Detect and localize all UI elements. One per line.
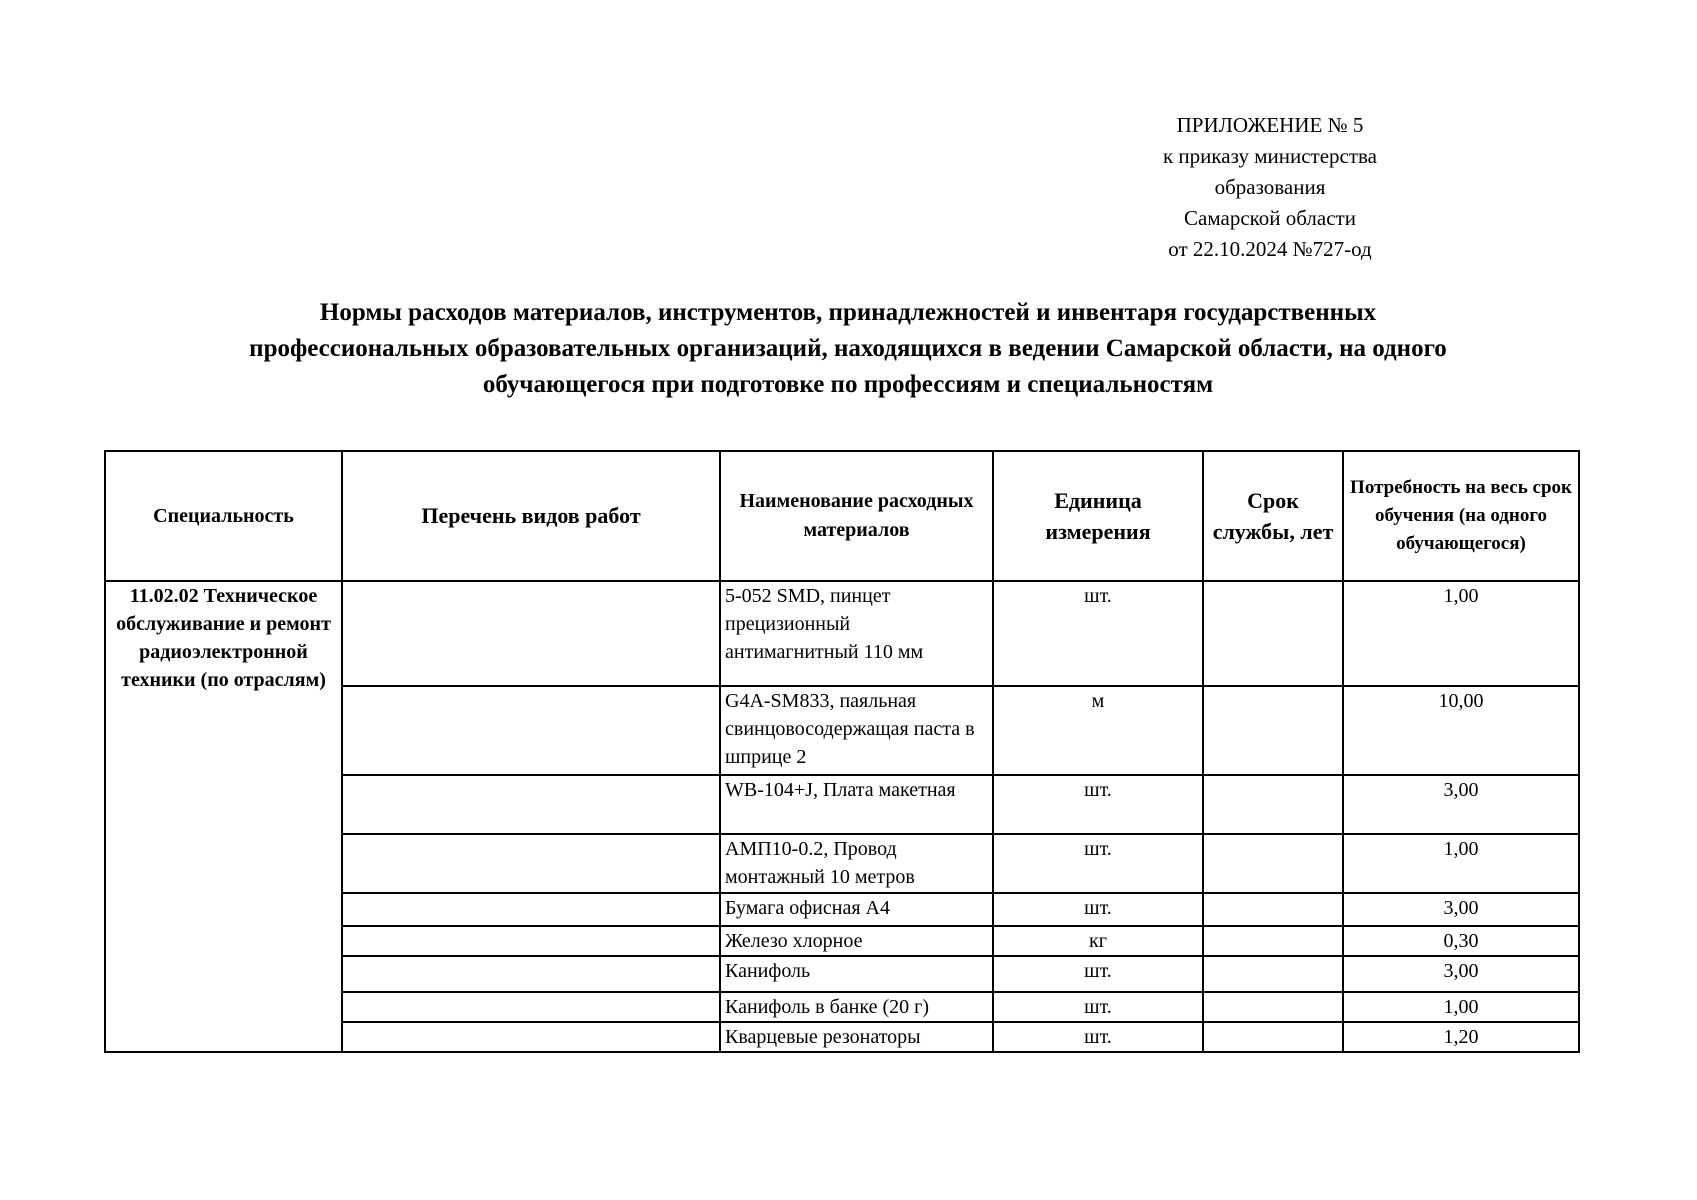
header-service-life: Срок службы, лет [1203, 451, 1343, 581]
appendix-line: от 22.10.2024 №727-од [1168, 237, 1372, 261]
service-life-cell [1203, 926, 1343, 956]
quantity-cell: 3,00 [1343, 956, 1579, 992]
quantity-cell: 3,00 [1343, 775, 1579, 834]
appendix-line: Самарской области [1184, 206, 1356, 230]
material-cell: Канифоль в банке (20 г) [720, 992, 993, 1022]
work-cell [342, 686, 720, 775]
material-cell: Железо хлорное [720, 926, 993, 956]
material-cell: Канифоль [720, 956, 993, 992]
appendix-line: к приказу министерства [1162, 144, 1378, 168]
unit-cell: шт. [993, 775, 1203, 834]
work-cell [342, 956, 720, 992]
quantity-cell: 10,00 [1343, 686, 1579, 775]
material-cell: 5-052 SMD, пинцет прецизионный антимагнитный 110 мм [720, 581, 993, 686]
title-line: Нормы расходов материалов, инструментов, принадлежностей и инвентаря государственных [319, 299, 1377, 326]
unit-cell: м [993, 686, 1203, 775]
unit-cell: кг [993, 926, 1203, 956]
material-cell: Бумага офисная А4 [720, 893, 993, 926]
work-cell [342, 581, 720, 686]
title-line: профессиональных образовательных организаций, находящихся в ведении Самарской области, на одного [249, 335, 1447, 362]
unit-cell: шт. [993, 1022, 1203, 1052]
service-life-cell [1203, 775, 1343, 834]
quantity-cell: 1,00 [1343, 834, 1579, 893]
unit-cell: шт. [993, 581, 1203, 686]
work-cell [342, 893, 720, 926]
work-cell [342, 992, 720, 1022]
header-need: Потребность на весь срок обучения (на одного обучающегося) [1343, 451, 1579, 581]
quantity-cell: 1,20 [1343, 1022, 1579, 1052]
quantity-cell: 0,30 [1343, 926, 1579, 956]
header-specialty: Специальность [105, 451, 342, 581]
work-cell [342, 775, 720, 834]
header-material-name: Наименование расходных материалов [720, 451, 993, 581]
unit-cell: шт. [993, 992, 1203, 1022]
material-cell: Кварцевые резонаторы [720, 1022, 993, 1052]
header-unit: Единица измерения [993, 451, 1203, 581]
material-cell: G4A-SM833, паяльная свинцовосодержащая паста в шприце 2 [720, 686, 993, 775]
title-line: обучающегося при подготовке по профессиям и специальностям [482, 371, 1214, 398]
service-life-cell [1203, 992, 1343, 1022]
norms-table [104, 450, 1580, 1053]
service-life-cell [1203, 581, 1343, 686]
table-row [105, 581, 1579, 686]
service-life-cell [1203, 956, 1343, 992]
appendix-block [1120, 110, 1420, 265]
quantity-cell: 3,00 [1343, 893, 1579, 926]
appendix-line: ПРИЛОЖЕНИЕ № 5 [1176, 113, 1364, 137]
specialty-cell: 11.02.02 Техническое обслуживание и ремонт радиоэлектронной техники (по отраслям) [105, 581, 342, 1052]
unit-cell: шт. [993, 893, 1203, 926]
quantity-cell: 1,00 [1343, 581, 1579, 686]
material-cell: АМП10-0.2, Провод монтажный 10 метров [720, 834, 993, 893]
service-life-cell [1203, 686, 1343, 775]
table-header-row [105, 451, 1579, 581]
document-title [130, 295, 1566, 403]
unit-cell: шт. [993, 956, 1203, 992]
work-cell [342, 1022, 720, 1052]
quantity-cell: 1,00 [1343, 992, 1579, 1022]
material-cell: WB-104+J, Плата макетная [720, 775, 993, 834]
header-work-list: Перечень видов работ [342, 451, 720, 581]
work-cell [342, 926, 720, 956]
service-life-cell [1203, 834, 1343, 893]
appendix-line: образования [1214, 175, 1326, 199]
service-life-cell [1203, 1022, 1343, 1052]
unit-cell: шт. [993, 834, 1203, 893]
service-life-cell [1203, 893, 1343, 926]
work-cell [342, 834, 720, 893]
